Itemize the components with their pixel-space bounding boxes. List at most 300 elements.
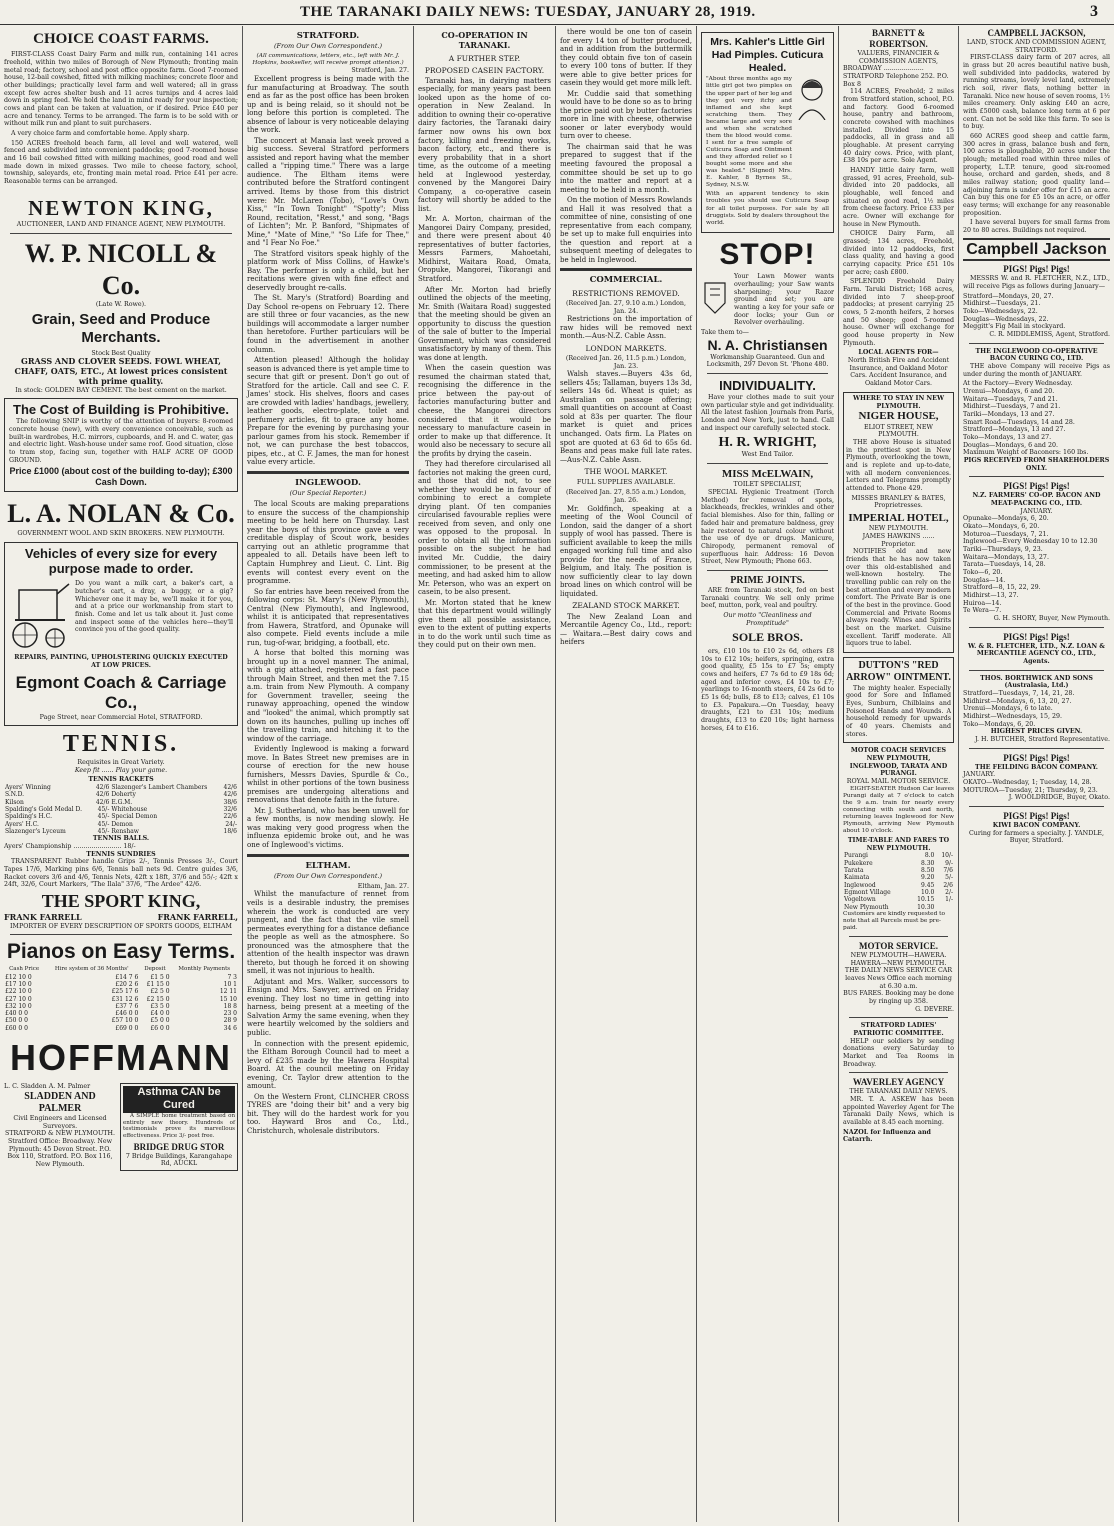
timetable-row xyxy=(843,867,954,874)
schedule-item: Tariki—Mondays, 13 and 27. xyxy=(963,411,1055,418)
pigs-heading: PIGS! Pigs! Pigs! xyxy=(1003,811,1070,822)
schedule-item: OKATO—Wednesday, 1; Tuesday, 14, 28. xyxy=(963,779,1092,787)
wooldridge-signature: J. WOOLDRIDGE, Buyer, Okato. xyxy=(1008,794,1110,802)
np-hawera-route: NEW PLYMOUTH—HAWERA. HAWERA—NEW PLYMOUTH. xyxy=(850,952,947,967)
hand-pointing-icon xyxy=(701,273,731,317)
fletcher-body: MESSRS W. and R. FLETCHER, N.Z., LTD., will receive Pigs as follows during January— xyxy=(963,275,1110,290)
timetable-footer: Customers are kindly requested to note that all Parcels must be pre-paid. xyxy=(843,910,945,931)
stratford-paragraph: Excellent progress is being made with the fur manufacturing at Broadway. The south end as far as the post office has been broken up and is being relaid, so it should not be long before this portion is completed. The absence of labour is very noticeable delaying the work. xyxy=(247,75,409,135)
column-4 xyxy=(556,28,696,1522)
london-dateline: (Received Jan. 26, 11.5 p.m.) London, Jan. 23. xyxy=(565,354,687,370)
piano-row-cell: 7 3 xyxy=(227,973,237,981)
timetable-heading: TIME-TABLE AND FARES TO NEW PLYMOUTH. xyxy=(847,837,950,852)
timetable-row-cell: 8.30 xyxy=(921,859,935,867)
sundries-heading: TENNIS SUNDRIES xyxy=(86,850,156,858)
london-markets-heading: LONDON MARKETS. xyxy=(585,343,667,353)
piano-row-cell: £27 10 0 xyxy=(5,995,32,1003)
timetable-row-cell: Egmont Village xyxy=(844,888,891,896)
timetable-row-cell: 2/- xyxy=(945,888,953,896)
racket-row-cell: 42/6 xyxy=(95,791,110,799)
schedule-item: Toko—Mondays, 6, 20. xyxy=(963,720,1036,728)
grain-merchants-heading: Grain, Seed and Produce Merchants. xyxy=(31,311,211,347)
egmont-address: Page Street, near Commercial Hotel, STRATFORD. xyxy=(39,714,203,722)
barnett-listing: CHOICE Dairy Farm, all grassed; 134 acres, Freehold, divided into 12 paddocks, first class quality, and having a good carrying capacity. Price £51 10s per acre; cash £800. xyxy=(843,230,954,276)
inglewood-paragraph: Mr. J. Sutherland, who has been unwell for a few months, is now mending slowly. He was making very good progress when the influenza epidemic broke out, and he was one of Inglewood's victims. xyxy=(247,806,409,849)
schedule-item: Stratford—8, 15, 22, 29. xyxy=(963,584,1041,592)
timetable-row-cell xyxy=(935,904,954,911)
piano-row-cell: £25 17 6 xyxy=(111,988,139,996)
vehicles-heading: Vehicles of every size for every purpose made to order. xyxy=(24,545,218,577)
coop-paragraph: Taranaki has, in dairying matters especially, for many years past been looked upon as the home of co-operation in New Zealand. In addition to owning their co-operative dairy factories, the Taranaki dairy farmer now owns his own box factory, killing and freezing works, bacon factory, etc., and there is every probability that in a short time, as the outcome of a meeting held at Inglewood yesterday, convened by the Mangorei Dairy Company, a co-operative casein factory will shortly be added to the list. xyxy=(418,76,551,213)
divider xyxy=(247,471,409,474)
stratford-heading: STRATFORD. xyxy=(296,31,360,41)
pigs-heading: PIGS! Pigs! Pigs! xyxy=(1003,631,1070,642)
coop-paragraph: After Mr. Morton had briefly outlined the objects of the meeting, Mr. Smith (Waitara Road) suggested that the meeting should be given an opportunity to discuss the question of the sale of butter to the Imperial Government, which was considered unsatisfactory by many of them. This was done at length. xyxy=(418,285,551,362)
timetable-row xyxy=(843,882,954,889)
eight-seater-body: EIGHT-SEATER Hudson Car leaves Purangi daily at 7 o'clock to catch the 9 a.m. train for nearly every connecting with south and north, returning leaves Inglewood for New Plymouth, arriving New Plymouth about 10 o'clock. xyxy=(843,785,954,834)
tennis-heading: TENNIS. xyxy=(62,730,180,757)
coop-paragraph: When the casein question was resumed the chairman stated that, recognising the difference in the price between the pay-out of factories manufacturing butter and cheese, the Mangorei directors considered that it would be necessary to manufacture casein in order to make up that difference. It would also be necessary to secure all the profits by drying the casein. xyxy=(418,364,551,458)
timetable-row-cell: 9/- xyxy=(945,859,953,867)
schedule-item: Toko—Mondays, 13 and 27. xyxy=(963,434,1052,442)
timetable-row xyxy=(843,904,954,911)
timetable-row xyxy=(843,860,954,867)
piano-row-cell: £22 10 0 xyxy=(5,988,32,996)
eltham-paragraph: On the Western Front, CLINCHER CROSS TYRES are "doing their bit" and a very big bit. They will do the hardest work for you too. Hayward Bros and Co., Ltd., Christchurch, wholesale distributors. xyxy=(247,1092,409,1135)
piano-row xyxy=(4,1017,238,1024)
timetable-row-cell: 9.45 xyxy=(921,881,935,889)
racket-row-cell: E.G.M. xyxy=(111,798,133,806)
piano-row-cell: 10 1 xyxy=(223,980,237,988)
racket-row-cell: Kilson xyxy=(5,798,24,806)
timetable-row-cell: 1/- xyxy=(945,896,953,904)
borthwick-schedule xyxy=(963,690,1110,728)
piano-row-cell: £50 0 0 xyxy=(5,1017,28,1025)
choice-farm-ad-2: A very choice farm and comfortable home. Apply sharp. xyxy=(11,130,190,138)
wright-subtitle: West End Tailor. xyxy=(741,451,794,459)
divider xyxy=(969,627,1104,628)
restrictions-heading: RESTRICTIONS REMOVED. xyxy=(572,288,680,298)
schedule-item: Midhirst—Tuesdays, 7 and 21. xyxy=(963,403,1061,411)
column-3 xyxy=(414,28,555,1522)
piano-row-cell: £3 5 0 xyxy=(150,1002,170,1010)
mcelwain-body: SPECIAL Hygienic Treatment (Torch Method) for removal of spots, blackheads, freckles, wrinkles and other facial blemishes. Also for thin, falling or faded hair and premature baldness, grey hair restored to natural colour without the use of dye or drugs. Manicure, Chiropody, permanent removal of superfluous hair. Address: 16 Devon Street, New Plymouth; Phone 663. xyxy=(701,489,834,566)
divider xyxy=(849,1017,948,1018)
bridge-drug-heading: BRIDGE DRUG STOR xyxy=(133,1141,225,1152)
duttons-body: The mighty healer. Especially good for Sore and Inflamed Eyes, Sunburn, Chilblains and Poisoned Hands and Wounds. A household remedy for upwards of 40 years. Chemists and stores. xyxy=(846,684,951,738)
schedule-item: At the Factory—Every Wednesday. xyxy=(963,380,1073,388)
schedule-item: Waitara—Mondays, 13, 27. xyxy=(963,553,1049,561)
local-agents-heading: LOCAL AGENTS FOR— xyxy=(858,349,939,357)
schedule-item: Midhirst—Tuesdays, 21. xyxy=(963,300,1041,308)
grain-in-stock: In stock: GOLDEN BAY CEMENT. The best cement on the market. xyxy=(15,386,227,394)
piano-row-cell: £40 0 0 xyxy=(5,1010,28,1018)
asthma-heading: Asthma CAN be Cured xyxy=(123,1086,235,1113)
barnett-subtitle: VALUERS, FINANCIER & COMMISSION AGENTS, xyxy=(857,49,940,65)
piano-row-cell: 28 9 xyxy=(223,1017,237,1025)
schedule-item: Smart Road—Tuesdays, 14 and 28. xyxy=(963,418,1075,426)
schedule-item: Waitara—Tuesdays, 7 and 21. xyxy=(963,395,1058,403)
piano-row-cell: 34 6 xyxy=(223,1024,237,1032)
piano-row-cell: £14 7 6 xyxy=(115,973,139,981)
eltham-paragraph: Whilst the manufacture of rennet from veils is a desirable industry, the premises wherein the work is conducted are very pungent, and the fact that the vile smell permeates everything for a distance defiance the people as well as the atmosphere. So pronounced was the atmosphere that the attention of the health inspector was drawn thereto, but though he forced it on showing smell, it was not injurious to health. xyxy=(247,890,409,976)
column-7 xyxy=(959,28,1114,1522)
coach-illustration-icon xyxy=(9,580,71,654)
waverley-body: MR. T. A. ASKEW has been appointed Waverley Agent for The Taranaki Daily News, which is available at 8.45 each morning. xyxy=(843,1096,954,1127)
vehicles-repairs: REPAIRS, PAINTING, UPHOLSTERING QUICKLY EXECUTED AT LOW PRICES. xyxy=(14,654,228,669)
racket-row xyxy=(4,828,238,835)
vehicles-body: Do you want a milk cart, a baker's cart, a butcher's cart, a dray, a buggy, or a gig? Whichever one it may be, we'll make it for you, and at a price our workmanship from start to finish. Come and let us talk about it. Just come and inspect some of the vehicles here—they'll convince you of the good quality. xyxy=(75,580,233,634)
divider xyxy=(10,233,232,234)
borthwick-heading: THOS. BORTHWICK AND SONS (Australasia, Ltd.) xyxy=(980,674,1093,690)
piano-row xyxy=(4,988,238,995)
racket-row-cell: 42/6 xyxy=(223,791,237,799)
schedule-item: Opunake—Mondays, 6, 20. xyxy=(963,515,1049,523)
timetable-row-cell: 2/6 xyxy=(943,881,953,889)
sladden-address: STRATFORD & NEW PLYMOUTH. Stratford Office: Broadway. New Plymouth: 45 Devon Street. P.O. Box 110, Stratford. P.O. Box 116, New Plymouth. xyxy=(5,1130,115,1169)
nz-farmers-schedule xyxy=(963,515,1110,615)
racket-row-cell: 32/6 xyxy=(223,805,237,813)
schedule-item: Stratford—Mondays, 20, 27. xyxy=(963,292,1054,300)
divider xyxy=(969,476,1104,477)
piano-row-cell: £20 2 6 xyxy=(115,980,139,988)
piano-column-header: Cash Price xyxy=(9,965,40,972)
racket-row-cell: 45/- xyxy=(97,805,110,813)
schedule-item: Urenui—Mondays, 6 and 20. xyxy=(963,387,1055,395)
schedule-item: Midhirst—13, 27. xyxy=(963,592,1019,600)
piano-row-cell: £6 0 0 xyxy=(150,1024,170,1032)
timetable-row-cell: Vogeltown xyxy=(844,896,876,904)
motor-route-heading: NEW PLYMOUTH, INGLEWOOD, TARATA AND PURANGI. xyxy=(849,754,948,778)
schedule-item: Midhirst—Mondays, 6, 13, 20, 27. xyxy=(963,697,1072,705)
racket-row-cell: 42/6 xyxy=(95,798,110,806)
divider xyxy=(849,1072,948,1073)
divider xyxy=(560,268,692,271)
piano-column-header: Monthly Payments xyxy=(178,965,231,972)
duttons-ad xyxy=(843,657,954,743)
coop-continued-paragraph: there would be one ton of casein for every 14 ton of butter produced, and in addition from the buttermilk they could obtain five ton of casein to every 100 tons of butter. If they were able to give better prices for casein they would get more milk left. xyxy=(560,28,692,88)
balls-heading: TENNIS BALLS. xyxy=(92,835,150,843)
sole-bros-heading: SOLE BROS. xyxy=(732,630,803,645)
nolan-subtitle: GOVERNMENT WOOL AND SKIN BROKERS. NEW PLYMOUTH. xyxy=(17,529,225,537)
prime-joints-heading: PRIME JOINTS. xyxy=(730,574,805,586)
farrell-line xyxy=(4,913,238,923)
racket-row-cell: Slazenger's Lambert Chambers xyxy=(111,784,208,791)
where-to-stay-heading: WHERE TO STAY IN NEW PLYMOUTH. xyxy=(852,394,945,410)
imperial-hotel-heading: IMPERIAL HOTEL, xyxy=(848,511,949,524)
newton-king-subtitle: AUCTIONEER, LAND AND FINANCE AGENT, NEW PLYMOUTH. xyxy=(16,221,226,229)
kiwi-subtitle: Curing for farmers a specialty. J. YANDLE, Buyer, Stratford. xyxy=(968,829,1105,845)
racket-row xyxy=(4,799,238,806)
piano-row-cell: £69 0 0 xyxy=(115,1024,139,1032)
pigs-heading: PIGS! Pigs! Pigs! xyxy=(1003,752,1070,763)
stratford-note: (All communications, letters, etc., left with Mr. J. Hopkins, bookseller, will receive prompt attention.) xyxy=(252,53,404,67)
timetable-row-cell: Inglewood xyxy=(844,881,876,889)
barnett-address: BROADWAY .................... STRATFORD Telephone 252. P.O. Box 8 xyxy=(843,65,949,88)
schedule-item: Toko—6, 20. xyxy=(963,569,1003,577)
hoffmann-heading: HOFFMANN xyxy=(10,1037,232,1079)
piano-row-cell: £5 0 0 xyxy=(150,1017,170,1025)
london-paragraph: Walsh staves.—Buyers 43s 6d, sellers 45s; Tallaman, buyers 13s 3d, sellers 14s 6d. Wheat is quiet; as Australian on passage offering; small quantities on account at Coast sold at 83s per quarter. The flour market is quiet and prices unchanged. Oats firm. La Plates on spot are quoted at 63 6d to 65s 6d. Beans and peas make full late rates.—Aus-N.Z. Cable Assn. xyxy=(560,370,692,464)
schedule-item: Toko—Wednesdays, 22. xyxy=(963,307,1038,315)
timetable-row-cell: 8.50 xyxy=(921,866,935,874)
schedule-item: Douglas—Mondays, 6 and 20. xyxy=(963,441,1058,449)
inglewood-paragraph: The local Scouts are making preparations to ensure the success of the championship meeting to be held here on Thursday. Last year the boys of this province gave a very creditable display of Scout work, besides carrying out an athletic programme that appealed to all. Details have been left to Captain Humphrey and Lieut. C. Lint. Big events will contest every event on the programme. xyxy=(247,500,409,586)
column-2 xyxy=(243,28,413,1522)
egmont-heading: Egmont Coach & Carriage Co., xyxy=(15,672,227,713)
divider xyxy=(707,373,828,374)
farrell-left: FRANK FARRELL xyxy=(4,911,82,922)
inglewood-paragraph: Evidently Inglewood is making a forward move. In Bates Street new premises are in course of erection for the new house furnishers, Messrs Davies, Spurdle & Co., whilst in other portions of the town business premises are undergoing alterations and renovations that denote faith in the future. xyxy=(247,745,409,805)
column-6 xyxy=(839,28,958,1522)
nicoll-late: (Late W. Rowe). xyxy=(95,301,147,309)
piano-row-cell: 18 8 xyxy=(223,1002,237,1010)
ladies-committee-body: HELP our soldiers by sending donations every Saturday to Market and Tea Rooms in Broadway. xyxy=(843,1037,954,1068)
stratford-dateline: Stratford, Jan. 27. xyxy=(351,67,409,75)
motor-coach-heading: MOTOR COACH SERVICES xyxy=(850,747,947,755)
mcelwain-subtitle: TOILET SPECIALIST, xyxy=(733,481,802,489)
divider xyxy=(969,343,1104,344)
timetable-row-cell: New Plymouth xyxy=(844,903,889,911)
piano-row xyxy=(4,981,238,988)
nolan-heading: L. A. NOLAN & Co. xyxy=(7,499,235,529)
piano-row-cell: £57 10 0 xyxy=(111,1017,139,1025)
timetable-row-cell: 5/- xyxy=(945,874,953,882)
motor-service-agent: G. DEVERE. xyxy=(915,1005,954,1013)
pigs-received-line: PIGS RECEIVED FROM SHAREHOLDERS ONLY. xyxy=(963,457,1110,472)
vehicles-ad xyxy=(4,542,238,726)
pianos-heading: Pianos on Easy Terms. xyxy=(6,940,236,964)
cost-of-building-ad xyxy=(4,398,238,492)
stratford-paragraph: The St. Mary's (Stratford) Boarding and Day School re-opens on February 12. There are still three or four vacancies, as the new buildings will accommodate a larger number than heretofore. Further particulars will be found in the advertisement in another column. xyxy=(247,294,409,354)
divider xyxy=(247,854,409,857)
stock-market-paragraph: The New Zealand Loan and Mercantile Agency Co., Ltd., report:— Waitara.—Best dairy cows and heifers xyxy=(560,612,692,647)
schedule-item: Meggitt's Fig Mail in stockyard. xyxy=(963,323,1066,331)
nazol-line: NAZOL for Influenza and Catarrh. xyxy=(843,1128,931,1144)
piano-table xyxy=(4,965,238,1032)
racket-row-cell: Renshaw xyxy=(111,827,139,835)
piano-row-cell: £17 10 0 xyxy=(5,980,32,988)
coop-paragraph: They had therefore circularised all factories not making the green curd, and those that did not, to see whether they would be in favour of combining to erect a complete drying plant. Of ten companies circularised favourable replies were received from seven, and only one was opposed to the proposal. In order to obtain all the information possible on the subject he had invited Mr. Cuddie, the dairy commissioner, to be present at the meeting, and had asked him to allow Mr. Peterson, who was an expert on casein, to be also present. xyxy=(418,460,551,597)
newton-king-heading: NEWTON KING, xyxy=(28,195,214,220)
coop-paragraph: Mr. Morton stated that he knew that this department would willingly give them all possible assistance, even to the extent of putting experts in to do the work until such time as they could put on their own men. xyxy=(418,598,551,650)
girl-portrait-icon xyxy=(795,76,829,120)
feilding-schedule xyxy=(963,771,1110,794)
kiwi-heading: KIWI BACON COMPANY. xyxy=(992,822,1081,830)
fletcher-schedule xyxy=(963,293,1110,331)
piano-row xyxy=(4,974,238,981)
christiansen-subtitle: Workmanship Guaranteed. Gun and Locksmith, 297 Devon St. 'Phone 480. xyxy=(706,353,829,369)
daily-news-car: THE DAILY NEWS SERVICE CAR leaves News Office each morning at 6.30 a.m. xyxy=(844,967,953,990)
timetable-row-cell: 10.30 xyxy=(917,903,935,911)
building-body: The following SNIP is worthy of the attention of buyers: 8-roomed concrete house (new), with every convenience conceivable, such as built-in wardrobes, H.C. mirrors, cupboards, and H. and C. water, gas and electric light. Wash-house under same roof. Good situation, close to tram stop, facing sun, together with HALF ACRE OF GOOD GROUND. xyxy=(9,418,233,464)
duttons-heading: DUTTON'S "RED ARROW" OINTMENT. xyxy=(846,660,951,684)
piano-row-cell: £1 5 0 xyxy=(150,973,170,981)
nz-farmers-month: JANUARY. xyxy=(1020,507,1053,515)
cuticura-ad xyxy=(701,32,834,233)
stratford-correspondent: (From Our Own Correspondent.) xyxy=(273,42,383,51)
racket-row-cell: Slazenger's Lyceum xyxy=(5,827,66,835)
racket-row-cell: Whitehouse xyxy=(111,805,148,813)
asthma-body: A SIMPLE home treatment based on entirely new theory. Hundreds of testimonials prove its marvellous effectiveness. Price 3/- post free. xyxy=(123,1112,235,1139)
sport-king-heading: THE SPORT KING, xyxy=(41,890,201,911)
prime-joints-motto: Our motto "Cleanliness and Promptitude" xyxy=(723,612,812,627)
rackets-table xyxy=(4,784,238,835)
piano-row-cell: £12 10 0 xyxy=(5,973,32,981)
piano-row-cell: £32 10 0 xyxy=(5,1002,32,1010)
niger-address: ELIOT STREET, NEW PLYMOUTH. xyxy=(864,423,933,439)
nz-farmers-heading: N.Z. FARMERS' CO-OP. BACON AND MEAT-PACKING CO., LTD. xyxy=(972,492,1101,508)
niger-body: THE above House is situated in the prettiest spot in New Plymouth, overlooking the town, and is replete and up-to-date, with all modern conveniences. Letters and Telegrams promptly attended to. Phone 429. xyxy=(846,438,951,492)
schedule-item: Inglewood—Every Wednesday 10 to 12.30 xyxy=(963,538,1098,546)
timetable-row-cell: 10/- xyxy=(941,852,953,860)
schedule-item: Stratford—Mondays, 13 and 27. xyxy=(963,426,1066,434)
tennis-subtitle: Requisites in Great Variety. xyxy=(77,758,165,766)
racket-row-cell: 24/- xyxy=(225,820,237,828)
racket-row-cell: 45/- xyxy=(97,813,110,821)
ladies-committee-heading: STRATFORD LADIES' PATRIOTIC COMMITTEE. xyxy=(853,1022,944,1038)
waverley-subtitle: THE TARANAKI DAILY NEWS. xyxy=(849,1088,948,1096)
wool-market-heading: THE WOOL MARKET. xyxy=(584,467,668,477)
schedule-item: Tariki—Thursdays, 9, 23. xyxy=(963,546,1043,554)
stop-take-them: Take them to— xyxy=(701,329,749,336)
inglewood-coop-schedule xyxy=(963,380,1110,457)
timetable-row xyxy=(843,889,954,896)
cuticura-heading: Mrs. Kahler's Little Girl Had Pimples. Cuticura Healed. xyxy=(710,36,825,74)
racket-row-cell: Demon xyxy=(111,820,133,828)
eltham-paragraph: In connection with the present epidemic, the Eltham Borough Council had to meet a levy of £235 made by the Hawera Hospital Board. At the council meeting on Friday evening, Cr. Taylor drew attention to the amount. xyxy=(247,1039,409,1091)
racket-row-cell: Doherty xyxy=(111,791,136,799)
motor-service-heading: MOTOR SERVICE. xyxy=(858,941,939,952)
rackets-heading: TENNIS RACKETS xyxy=(88,776,154,784)
restrictions-paragraph: Restrictions on the importation of raw hides will be removed next month.—Aus-N.Z. Cable Assn. xyxy=(560,315,692,341)
racket-row-cell: 45/- xyxy=(97,827,110,835)
stratford-paragraph: The concert at Manaia last week proved a big success. Several Stratford performers assisted and report having what the member called a "ripping time." There was a large audience. The Eltham items were contributed before the Stratford contingent arrived. Items by those from this district were: Mr. McLaren (Tobo), "Love's Own Kiss," "In Town Tonight" "Spotty"; Miss Round, recitation, "Resst," and song, "Bags of Lichten"; Mr. P. Banford, "Shipmates of Mine," "Mate of Mine," "So Life for Thee," and "I Fear No Foe." xyxy=(247,136,409,248)
wool-dateline: (Received Jan. 27, 8.55 a.m.) London, Jan. 26. xyxy=(566,489,686,504)
sladden-names: L. C. Sladden A. M. Palmer xyxy=(4,1082,91,1090)
divider xyxy=(10,934,232,935)
wool-paragraph: Mr. Goldfinch, speaking at a meeting of the Wool Council of London, said the danger of a short supply of wool has passed. There is sufficient available to keep the mills engaged working full time and also provide for the needs of France, Belgium, and Italy. The position is now sufficiently clear to lay down broad lines on which control will be liquidated. xyxy=(560,504,692,598)
racket-row-cell: Spalding's Gold Medal D. xyxy=(5,805,83,813)
wright-heading: H. R. WRIGHT, xyxy=(718,435,817,451)
inglewood-reporter: (Our Special Reporter.) xyxy=(289,489,367,498)
coop-heading: CO-OPERATION IN TARANAKI. xyxy=(441,30,528,50)
campbell-listing: I have several buyers for small farms from 20 to 80 acres. Buildings not required. xyxy=(963,219,1110,235)
piano-row xyxy=(4,1025,238,1032)
campbell-subtitle: LAND, STOCK AND COMMISSION AGENT, STRATFORD. xyxy=(966,38,1107,54)
schedule-item: Tarata—Tuesdays, 14, 28. xyxy=(963,561,1046,569)
stop-body: Your Lawn Mower wants overhauling; your Saw wants sharpening; your Razor ground and set; you are wanting a key for your safe or door locks; your Gun or Revolver overhauling. xyxy=(734,273,834,327)
inglewood-paragraph: A horse that bolted this morning was brought up in a novel manner. The animal, with a gig attached, registered a fast pace through Main Street, and then met the 7.15 a.m. train from New Plymouth. A company for Government traveller, seeing the runaway approaching, opened the window and "looked" the animal, which promptly sat down on its haunches, pulling up inches off the travelling train, and hitching it to the window of the carriage. xyxy=(247,649,409,743)
bus-fares: BUS FARES. Booking may be done by ringing up 358. xyxy=(843,990,954,1006)
racket-row-cell: Spalding's H.C. xyxy=(5,813,52,821)
eltham-correspondent: (From Our Own Correspondent.) xyxy=(273,871,383,880)
timetable-row-cell: 10.15 xyxy=(917,896,935,904)
racket-row-cell: 42/6 xyxy=(95,784,110,791)
piano-row-cell: 15 10 xyxy=(219,995,237,1003)
divider xyxy=(969,748,1104,749)
prime-joints-body: ARE from Taranaki stock, fed on best Taranaki country. We sell only prime beef, mutton, pork, veal and poultry. xyxy=(701,587,834,610)
restrictions-dateline: (Received Jan. 27, 9.10 a.m.) London, Jan. 24. xyxy=(566,299,686,315)
building-heading: The Cost of Building is Prohibitive. xyxy=(13,402,229,418)
schedule-item: MOTUROA—Tuesday, 21; Thursday, 9, 23. xyxy=(963,786,1098,794)
waverley-heading: WAVERLEY AGENCY xyxy=(852,1077,945,1088)
schedule-item: Huiroa—14. xyxy=(963,599,1002,607)
eltham-paragraph: Adjutant and Mrs. Walker, successors to Ensign and Mrs. Sawyer, arrived on Friday evening. They lost no time in getting into harness, being present at a meeting of the Salvation Army the same evening, when they were heartily welcomed by the soldiers and public. xyxy=(247,977,409,1037)
piano-row-cell: £37 7 6 xyxy=(115,1002,139,1010)
piano-row-cell: £1 15 0 xyxy=(146,980,170,988)
local-agents-body: North British Fire and Accident Insurance, and Oakland Motor Cars. Accident Insurance, and Oakland Motor Cars. xyxy=(847,357,950,388)
schedule-item: Okato—Mondays, 6, 20. xyxy=(963,523,1040,531)
piano-row-cell: £60 0 0 xyxy=(5,1024,28,1032)
stock-report-continued: ers, £10 10s to £10 2s 6d, others £8 10s to £12 10s; heifers, springing, extra good quality, £5 15s to £7 5s; empty cows and heifers, £7 7s 6d to £9 18s 6d; aged and inferior cows, £4 10s to £7; yearlings to 16-month steers, £4 2s 6d to £5 1s 6d; bulls, £8 to £13; calves, £1 10s to £3. Papakura.—On Tuesday, heavy draughts, £21 to £31 10s; medium draughts, £13 to £20 10s; light harness horses, £4 to £16. xyxy=(701,648,834,732)
schedule-item: Midhirst—Wednesdays, 15, 29. xyxy=(963,713,1062,721)
choice-farm-ad: FIRST-CLASS Coast Dairy Farm and milk run, containing 141 acres freehold, within two miles of Borough of New Plymouth; fronting main metal road; factory, school and post office opposite farm. Good 7-roomed house, 12-bail cowshed, fitted with milking machines; concrete floor and other buildings; practically level farm and well watered; all in grass except few acres shelter bush and 11 acres turnips and 4 acres laid down in spring feed. We hold the land in mind ready for your inspection; cows and plant can be taken at valuation, or if desired. Price £40 per acre and tenancy. Terms to be arranged. The farm is to be sold with or without milk run and plant to suit purchasers. xyxy=(4,51,238,128)
column-1 xyxy=(0,28,242,1522)
pigs-heading: PIGS! Pigs! Pigs! xyxy=(1003,481,1070,492)
eltham-dateline: Eltham, Jan. 27. xyxy=(357,882,409,890)
royal-mail-line: ROYAL MAIL MOTOR SERVICE. xyxy=(846,777,951,785)
barnett-listing: HANDY little dairy farm, well grassed, 91 acres, Freehold, sub-divided into 20 paddocks, all ploughable, well fenced and situated on good road, 1½ miles from cheese factory. Price £33 per acre. Owner will exchange for house in New Plymouth. xyxy=(843,167,954,228)
grain-items: GRASS AND CLOVER SEEDS. FOWL WHEAT, CHAFF, OATS, ETC., At lowest prices consistent with prime quality. xyxy=(14,356,228,386)
barnett-heading: BARNETT & ROBERTSON. xyxy=(869,28,928,49)
piano-row xyxy=(4,1003,238,1010)
timetable-row xyxy=(843,852,954,859)
imperial-body: NOTIFIES old and new friends that he has now taken over this old-established and well-known hostelry. The travelling public can rely on the best attention and every modern comfort. The Private Bar is one of the best in the province. Good Commercial and Private Rooms always ready. Wines and Spirits best on the market. Cuisine excellent. Tariff moderate. All liquors true to label. xyxy=(846,548,951,648)
column-5 xyxy=(697,28,838,1522)
coop-continued-paragraph: Mr. Cuddie said that something would have to be done so as to bring the price paid out by butter factories more in line with cheese, otherwise sooner or later everybody would turn over to cheese. xyxy=(560,89,692,141)
schedule-item: Stratford—Tuesdays, 7, 14, 21, 28. xyxy=(963,690,1075,698)
divider xyxy=(707,570,828,571)
timetable-row xyxy=(843,874,954,881)
piano-row-cell: £2 15 0 xyxy=(146,995,170,1003)
fletcher-agent: C. R. MIDDLEMISS, Agent, Stratford. xyxy=(989,330,1110,338)
schedule-item: Maximum Weight of Baconers: 160 lbs. xyxy=(963,449,1089,457)
racket-row-cell: Ayers' Winning xyxy=(5,784,51,791)
masthead xyxy=(0,0,1114,25)
timetable-row xyxy=(843,896,954,903)
timetable-row-cell: 9.20 xyxy=(921,874,935,882)
campbell-jackson-banner: Campbell Jackson xyxy=(963,238,1110,262)
timetable-row-cell: Purangi xyxy=(844,852,868,860)
inglewood-coop-body: THE above Company will receive Pigs as under during the month of JANUARY. xyxy=(963,362,1110,378)
racket-row-cell: 42/6 xyxy=(223,784,237,791)
piano-row xyxy=(4,1010,238,1017)
coop-subheading: A FURTHER STEP. xyxy=(448,53,521,63)
timetable-row-cell: Pukekere xyxy=(844,859,873,867)
racket-row-cell: 45/- xyxy=(97,820,110,828)
piano-row xyxy=(4,996,238,1003)
racket-row-cell: 18/6 xyxy=(223,827,237,835)
cuticura-body: "About three months ago my little girl got two pimples on the upper part of her leg and they got very itchy and inflamed and she kept scratching them. They became large and very sore and when she scratched them the blood would come. I sent for a free sample of Cuticura Soap and Ointment and they afforded relief so I bought some more and she was healed." (Signed) Mrs. E. Kahler, 8 Byrnes St., Sydney, N.S.W. xyxy=(706,76,792,189)
campbell-listing: FIRST-CLASS dairy farm of 207 acres, all in grass but 20 acres beautiful native bush, well subdivided into paddocks, watered by running streams, lovely level land, extremely rich soil, river flats, nothing better in Taranaki. Nice new house of seven rooms, 1½ miles creamery. Only asking £40 an acre, with £5000 cash, balance long term at 6 per cent. Can not be sold like this farm. To see is to buy. xyxy=(963,54,1111,131)
piano-column-header: Deposit xyxy=(144,965,166,972)
schedule-item: Douglas—Wednesdays, 22. xyxy=(963,315,1049,323)
barnett-listing: 114 ACRES, Freehold; 2 miles from Stratford station, school, P.O. and factory. Good 6-roomed house, pantry and bathroom, concrete cowshed with machines installed. Divided into 15 paddocks, all in grass and all ploughable. At present carrying 40 dairy cows. Price, with plant, £38 10s per acre. Sole Agent. xyxy=(843,88,954,165)
farrell-right: FRANK FARRELL, xyxy=(157,911,238,922)
commercial-heading: COMMERCIAL. xyxy=(589,275,663,286)
campbell-heading: CAMPBELL JACKSON, xyxy=(987,28,1086,38)
racket-row xyxy=(4,821,238,828)
racket-row-cell: Special Demon xyxy=(111,813,158,821)
coop-subheading-2: PROPOSED CASEIN FACTORY. xyxy=(424,65,545,75)
schedule-item: Douglas—14. xyxy=(963,576,1006,584)
racket-row-cell: S.N.D. xyxy=(5,791,25,799)
imperial-proprietor: JAMES HAWKINS ...... Proprietor. xyxy=(862,533,935,548)
niger-proprietresses: MISSES BRANLEY & BATES, Proprietresses. xyxy=(851,494,946,510)
timetable-row-cell: Tarata xyxy=(844,866,864,874)
nicoll-heading: W. P. NICOLL & Co. xyxy=(24,239,218,300)
